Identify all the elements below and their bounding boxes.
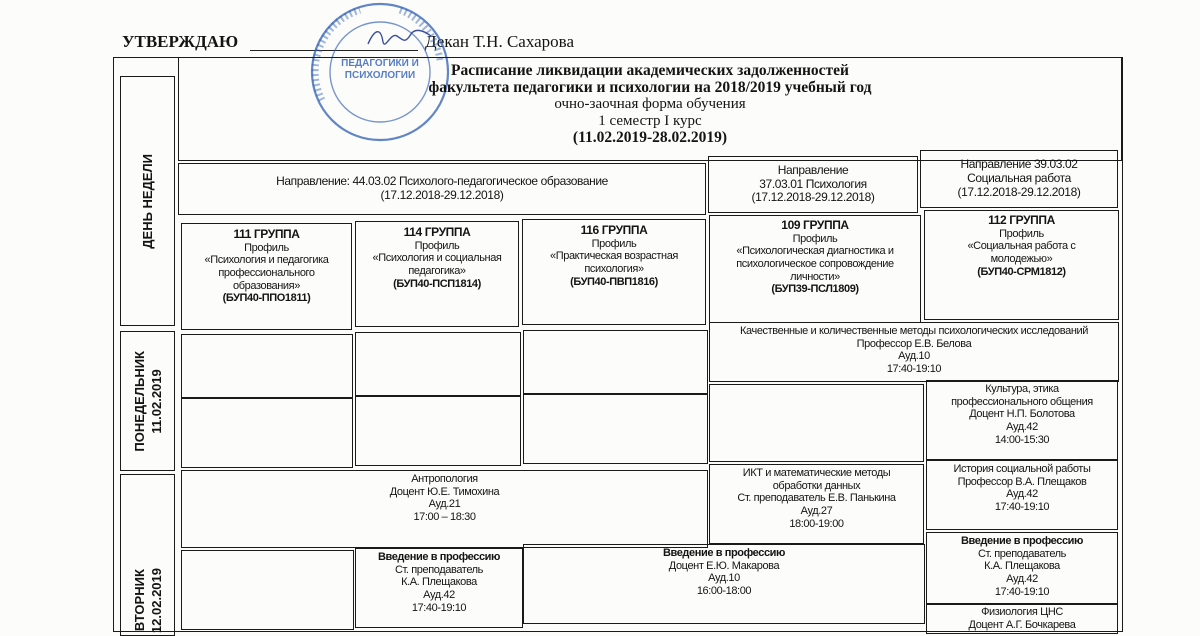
- day-week-header: [120, 76, 175, 326]
- group-109: [709, 215, 921, 323]
- class-subject: Введение в профессию: [662, 547, 786, 559]
- class-room: Ауд.10: [898, 350, 930, 363]
- class-subject: Физиология ЦНС: [981, 606, 1063, 618]
- group-code: (БУП40-ПСП1814): [393, 277, 481, 290]
- class-teacher: Профессор Е.В. Белова: [856, 337, 972, 350]
- tue-anthropology-class: [181, 470, 708, 548]
- tue-intro-112-class: [926, 532, 1118, 604]
- direction-44-03-02: [178, 163, 706, 215]
- group-profile: «Социальная работа с: [967, 240, 1076, 253]
- class-subject: История социальной работы: [953, 463, 1091, 475]
- class-teacher: Ст. преподаватель: [394, 563, 484, 576]
- group-116: [522, 219, 706, 325]
- title-line-2: факультета педагогики и психологии на 2018/2019 учебный год: [428, 79, 872, 97]
- class-time: 18:00-19:00: [789, 517, 844, 530]
- class-teacher: Профессор В.А. Плещаков: [957, 475, 1087, 488]
- group-code: (БУП40-ППО1811): [222, 292, 311, 305]
- class-room: Ауд.27: [800, 504, 833, 517]
- mon-116-slot1: [523, 330, 708, 394]
- class-subject: Введение в профессию: [960, 535, 1084, 547]
- tuesday-date: 12.02.2019: [148, 567, 164, 633]
- group-112: [924, 210, 1119, 320]
- group-profile: «Практическая возрастная: [550, 250, 678, 263]
- group-code: (БУП39-ПСЛ1809): [771, 283, 859, 296]
- title-line-5: (11.02.2019-28.02.2019): [572, 129, 728, 147]
- group-profile: личности»: [790, 270, 840, 283]
- group-profile: «Психология и социальная: [372, 252, 502, 265]
- class-room: Ауд.42: [1006, 488, 1038, 501]
- class-teacher: К.А. Плещакова: [401, 576, 477, 589]
- tue-history-class: [926, 460, 1118, 530]
- title-line-4: 1 семестр I курс: [598, 112, 702, 129]
- group-profile-label: Профиль: [591, 237, 637, 250]
- direction-title: Направление 39.03.02: [960, 157, 1078, 172]
- group-profile: «Психологическая диагностика и: [736, 245, 894, 258]
- group-profile: психология»: [584, 263, 644, 276]
- group-profile: «Психология и педагогика: [204, 254, 329, 267]
- stamp-text-bottom: ПСИХОЛОГИИ: [344, 70, 416, 81]
- group-name: 109 ГРУППА: [781, 218, 849, 232]
- direction-37-03-01: [708, 156, 918, 213]
- class-time: 17:00 – 18:30: [413, 510, 476, 523]
- mon-111-slot2: [181, 398, 353, 468]
- group-profile: психологическое сопровождение: [736, 258, 894, 271]
- signature: [365, 22, 435, 52]
- day-week-label: ДЕНЬ НЕДЕЛИ: [140, 153, 155, 249]
- class-subject: обработки данных: [772, 479, 861, 492]
- class-subject: Культура, этика: [985, 383, 1059, 395]
- class-room: Ауд.10: [708, 572, 740, 585]
- mon-qual-methods-class: [709, 322, 1119, 382]
- group-name: 116 ГРУППА: [580, 223, 648, 237]
- mon-116-slot2: [523, 394, 708, 464]
- class-time: 14:00-15:30: [994, 433, 1050, 446]
- tue-intro-114-class: [355, 548, 523, 628]
- group-code: (БУП40-ПВП1816): [570, 275, 658, 288]
- direction-title: Направление: 44.03.02 Психолого-педагогическое образование: [276, 174, 608, 189]
- direction-code: Социальная работа: [967, 171, 1071, 186]
- class-teacher: Ст. преподаватель Е.В. Панькина: [737, 492, 896, 505]
- class-teacher: Доцент Е.Ю. Макарова: [668, 559, 780, 572]
- group-profile: педагогика»: [408, 265, 466, 278]
- class-teacher: Доцент А.Г. Бочкарева: [968, 618, 1076, 631]
- tue-ict-class: [709, 464, 924, 544]
- group-111: [181, 223, 352, 330]
- class-room: Ауд.42: [1006, 572, 1038, 585]
- class-teacher: Ст. преподаватель: [977, 547, 1067, 560]
- monday-label: ПОНЕДЕЛЬНИК: [131, 350, 147, 452]
- monday-cell: [120, 331, 175, 471]
- direction-dates: (17.12.2018-29.12.2018): [751, 190, 875, 205]
- class-room: Ауд.42: [423, 588, 455, 601]
- class-time: 17:40-19:10: [886, 362, 942, 375]
- dean-name: Декан Т.Н. Сахарова: [425, 32, 575, 51]
- group-name: 111 ГРУППА: [233, 227, 300, 241]
- direction-dates: (17.12.2018-29.12.2018): [380, 188, 504, 202]
- direction-dates: (17.12.2018-29.12.2018): [957, 184, 1081, 199]
- tue-intro-116-109-class: [523, 544, 925, 624]
- group-profile-label: Профиль: [414, 239, 460, 252]
- tuesday-cell: [120, 474, 175, 636]
- group-profile-label: Профиль: [999, 227, 1044, 240]
- class-time: 16:00-18:00: [696, 584, 752, 597]
- tue-111-slot2: [181, 550, 354, 630]
- group-114: [355, 221, 519, 327]
- class-teacher: К.А. Плещакова: [984, 560, 1060, 573]
- group-profile-label: Профиль: [792, 232, 838, 245]
- class-subject: Антропология: [411, 473, 478, 485]
- class-time: 17:40-19:10: [411, 601, 467, 614]
- stamp-text-top: ПЕДАГОГИКИ И: [341, 58, 419, 69]
- class-time: 17:40-19:10: [994, 500, 1050, 513]
- direction-code: 37.03.01 Психология: [759, 176, 867, 191]
- class-subject: профессионального общения: [951, 395, 1093, 408]
- class-teacher: Доцент Н.П. Болотова: [969, 408, 1075, 421]
- mon-114-slot1: [355, 332, 521, 396]
- mon-111-slot1: [181, 334, 353, 398]
- direction-39-03-02: [920, 150, 1118, 208]
- group-profile: образования»: [233, 279, 300, 292]
- group-profile: профессионального: [218, 267, 315, 280]
- mon-114-slot2: [355, 396, 521, 466]
- mon-culture-class: [926, 380, 1118, 460]
- title-block: [178, 57, 1122, 161]
- group-profile: молодежью»: [990, 253, 1053, 266]
- title-line-1: Расписание ликвидации академических задолженностей: [451, 62, 849, 79]
- class-subject: ИКТ и математические методы: [742, 467, 891, 479]
- mon-109-slot2: [709, 384, 924, 462]
- group-name: 112 ГРУППА: [988, 213, 1055, 227]
- group-code: (БУП40-СРМ1812): [977, 265, 1066, 278]
- group-profile-label: Профиль: [244, 241, 289, 254]
- group-name: 114 ГРУППА: [403, 225, 471, 239]
- class-room: Ауд.21: [428, 498, 461, 511]
- class-subject: Введение в профессию: [377, 551, 501, 563]
- class-time: 17:40-19:10: [994, 585, 1050, 598]
- class-teacher: Доцент Ю.Е. Тимохина: [389, 485, 500, 498]
- title-line-3: очно-заочная форма обучения: [554, 96, 746, 113]
- class-room: Ауд.42: [1006, 420, 1038, 433]
- class-subject: Качественные и количественные методы психологических исследований: [740, 325, 1088, 337]
- approval-word: УТВЕРЖДАЮ: [122, 32, 239, 51]
- monday-date: 11.02.2019: [148, 368, 164, 434]
- direction-title: Направление: [777, 162, 849, 177]
- tuesday-label: ВТОРНИК: [131, 569, 147, 632]
